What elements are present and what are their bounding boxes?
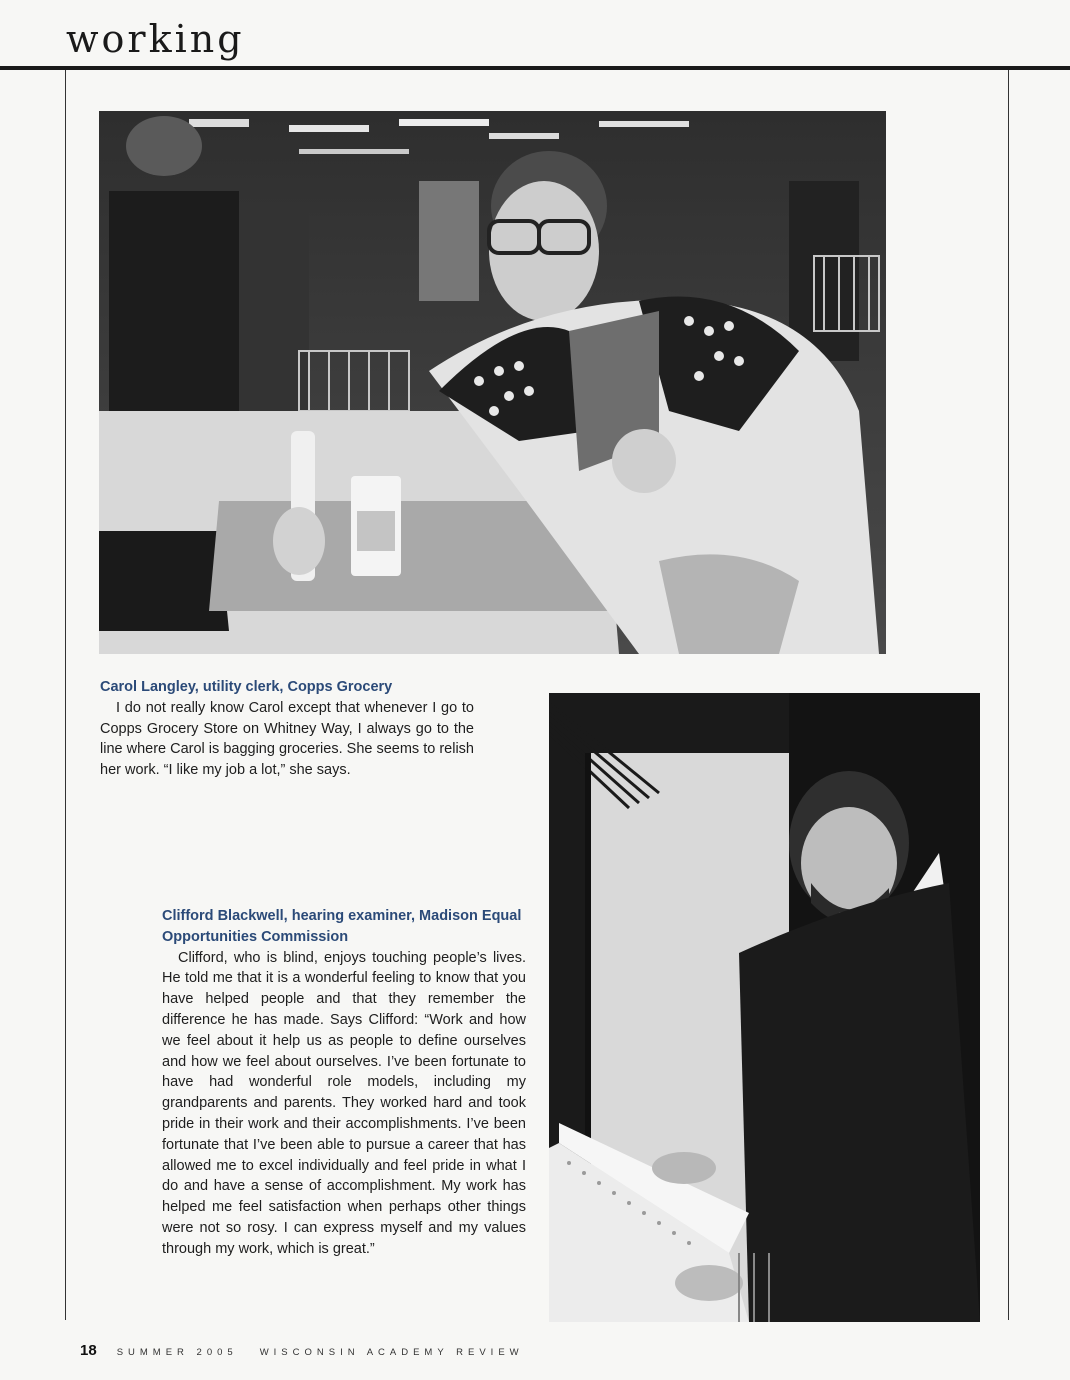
section-title: working [66,17,245,61]
header-rule [0,66,1070,70]
caption-carol-heading: Carol Langley, utility clerk, Copps Grocery [100,679,393,695]
page-footer [80,1342,524,1362]
right-margin-rule [1008,70,1009,1320]
page-number: 18 [80,1342,97,1359]
photo-clifford-image [549,693,980,1322]
photo-carol-langley [99,111,886,654]
photo-carol-image [99,111,886,654]
caption-carol [100,677,474,781]
caption-clifford-body: Clifford, who is blind, enjoys touching people’s lives. He told me that it is a wonderful feeling to know that you have helped people and that they remember the difference he has made. Says Clifford: “Work and how we feel about it help us as people to define ourselves and how we feel about ourselves. I’ve been fortunate to have had wonderful role models, including my grandparents and parents. They worked hard and took pride in their work and their accomplishments. I’ve been fortunate that I’ve been able to pursue a career that has allowed me to excel individually and feel pride in what I do and have a sense of accomplishment. My work has helped me feel satisfaction when perhaps other things were not so rosy. I can express myself and my values through my work, which is great.” [162,949,526,1257]
left-margin-rule [65,70,66,1320]
caption-clifford-heading: Clifford Blackwell, hearing examiner, Madison Equal Opportunities Commission [162,908,522,945]
photo-clifford-blackwell [549,693,980,1322]
publication-name: WISCONSIN ACADEMY REVIEW [259,1347,524,1358]
issue-date: SUMMER 2005 [116,1347,238,1358]
caption-clifford [162,906,526,1260]
caption-carol-body: I do not really know Carol except that whenever I go to Copps Grocery Store on Whitney Way, I always go to the line where Carol is bagging groceries. She seems to relish her work. “I like my job a lot,” she says. [100,699,474,779]
